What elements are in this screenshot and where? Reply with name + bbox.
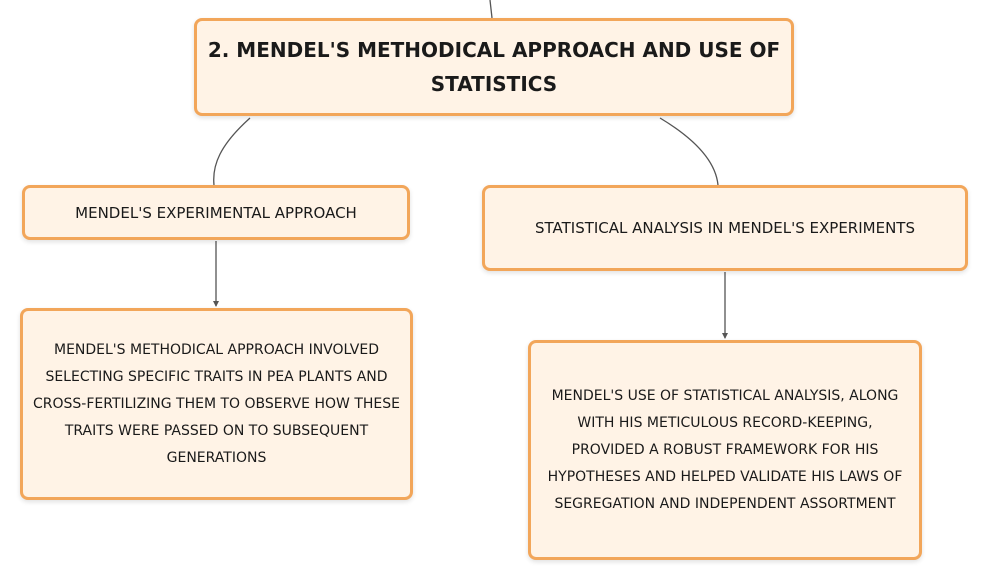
main-topic-node[interactable] <box>194 18 794 116</box>
connector-main-to-right-branch <box>660 118 718 185</box>
statistical-analysis-detail-text: MENDEL'S USE OF STATISTICAL ANALYSIS, ALONG WITH HIS METICULOUS RECORD-KEEPING, PROVIDED A ROBUST FRAMEWORK FOR HIS HYPOTHESES AND HELPED VALIDATE HIS LAWS OF SEGREGATION AND INDEPENDENT ASSORTMENT <box>547 387 903 512</box>
statistical-analysis-node[interactable] <box>482 185 968 271</box>
connector-from-parent <box>490 0 492 18</box>
experimental-approach-detail-node[interactable] <box>20 308 413 500</box>
experimental-approach-label: MENDEL'S EXPERIMENTAL APPROACH <box>75 203 357 222</box>
statistical-analysis-detail-node[interactable] <box>528 340 922 560</box>
main-topic-title: 2. MENDEL'S METHODICAL APPROACH AND USE OF STATISTICS <box>207 38 781 96</box>
connector-main-to-left-branch <box>214 118 250 185</box>
experimental-approach-detail-text: MENDEL'S METHODICAL APPROACH INVOLVED SELECTING SPECIFIC TRAITS IN PEA PLANTS AND CROSS-FERTILIZING THEM TO OBSERVE HOW THESE TRAITS WERE PASSED ON TO SUBSEQUENT GENERATIONS <box>33 341 400 466</box>
statistical-analysis-label: STATISTICAL ANALYSIS IN MENDEL'S EXPERIMENTS <box>535 219 915 237</box>
experimental-approach-node[interactable] <box>22 185 410 240</box>
